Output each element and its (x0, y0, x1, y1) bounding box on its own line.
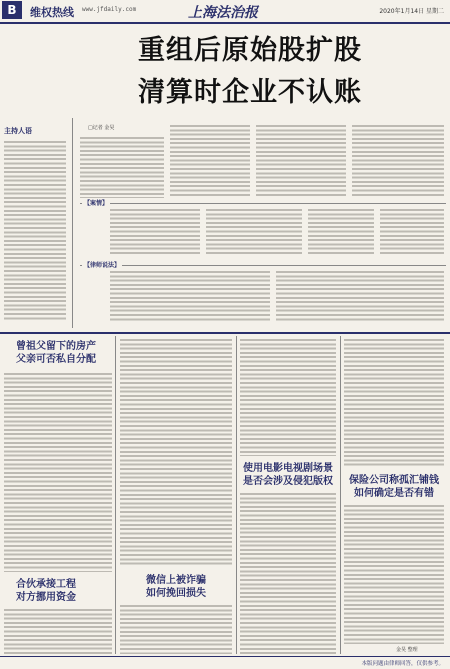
case-text-3 (308, 208, 374, 256)
left-bottom-title: 合伙承接工程 对方挪用资金 (16, 579, 76, 603)
right-top-text (344, 338, 444, 468)
column-divider (115, 336, 116, 654)
left-article-text (4, 372, 112, 572)
left-bottom-text (4, 608, 112, 654)
page-footer (0, 656, 450, 669)
headline (60, 30, 440, 114)
page-number-badge (2, 1, 22, 19)
newspaper-logo: 上海法治报 (188, 5, 258, 21)
case-text-4 (380, 208, 444, 256)
right-mid-top-text (240, 338, 336, 456)
page-number: B (7, 3, 17, 17)
website-url: www.jfdaily.com (82, 6, 137, 13)
right-mid-title: 使用电影电视剧场景 是否会涉及侵犯版权 (243, 463, 333, 487)
headline-line1: 重组后原始股扩股 (138, 35, 362, 66)
sidebar-text (4, 140, 66, 320)
section-divider (0, 332, 450, 334)
lawyer-text-2 (276, 270, 444, 322)
left-article-title: 曾祖父留下的房产 父亲可否私自分配 (16, 341, 96, 365)
byline: □记者 金昊 (88, 125, 115, 131)
box-rule-top (80, 203, 446, 204)
box-rule-mid (80, 265, 446, 266)
host-sidebar (0, 120, 72, 330)
right-article-text (344, 504, 444, 644)
case-text-1 (110, 208, 200, 256)
lawyer-tag: 【律师说法】 (84, 262, 121, 269)
footer-note: 本版问题由律师回答，仅供参考。 (361, 661, 444, 667)
mid-article-title: 微信上被诈骗 如何挽回损失 (146, 575, 206, 599)
article-col3-text (256, 124, 346, 198)
article-col1-text (80, 136, 164, 198)
page-header (0, 0, 450, 24)
mid-bottom-text (120, 604, 232, 654)
right-mid-text (240, 492, 336, 654)
compiler-credit: 金昊 整理 (396, 647, 418, 653)
article-col2-text (170, 124, 250, 198)
right-article-title: 保险公司称孤汇铺钱 如何确定是否有错 (349, 475, 439, 499)
sidebar-tag: 主持人语 (4, 127, 32, 135)
column-divider (72, 118, 73, 328)
article-col4-text (352, 124, 444, 198)
mid-article-text (120, 338, 232, 566)
headline-line2: 清算时企业不认账 (138, 77, 362, 108)
section-name: 维权热线 (30, 6, 74, 19)
case-tag: 【案情】 (84, 200, 109, 207)
lawyer-text-1 (110, 270, 270, 322)
column-divider (236, 336, 237, 654)
issue-date: 2020年1月14日 星期二 (379, 8, 444, 15)
case-text-2 (206, 208, 302, 256)
column-divider (340, 336, 341, 654)
